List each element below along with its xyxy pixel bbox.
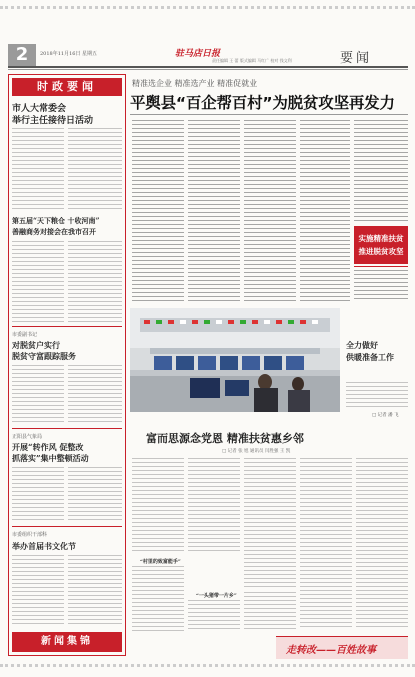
second-body-col4 [300,458,352,628]
main-headline: 平舆县“百企帮百村”为脱贫攻坚再发力 [130,94,395,112]
main-body-col1 [132,120,184,302]
news3-body-b [68,365,122,425]
news4-body-b [68,467,122,523]
bottom-decor-strip [0,664,415,670]
header-rule-thin [8,69,408,70]
red-banner-line2: 推进脱贫攻坚 [358,247,404,256]
red-banner [354,226,408,264]
header-editors: 责任编辑 王 蕾 版式编辑 马红广 校对 钱文利 [212,58,292,63]
main-body-col5 [354,120,408,222]
main-body-col2 [188,120,240,302]
news4-body-a [12,467,64,523]
main-kicker: 精准选企业 精准选产业 精准促就业 [132,79,258,88]
main-headline-rule [130,114,408,115]
footer-banner [276,636,408,659]
top-decor-strip [0,6,415,12]
second-headline: 富而思源念党恩 精准扶贫惠乡邻 [146,432,304,445]
photo-caption-line1: 全力做好 [346,340,378,350]
main-body-col5b [354,270,408,302]
left-divider-2 [12,428,122,429]
news4-headline1: 开展“转作风 促整改 [12,442,84,452]
second-body-col1b [132,566,184,632]
news1-body-a [12,128,64,210]
left-section-title [12,78,122,96]
footer-banner-text: 走转改——百姓故事 [286,645,376,656]
header-paper-name: 驻马店日报 [175,49,221,59]
news4-kicker: 正阳县气象局 [12,434,43,440]
news2-headline1: 第五届“天下粮仓 十收河南” [12,216,100,225]
main-body-col4 [300,120,350,302]
header-rule [8,66,408,68]
photo-caption-line2: 供暖准备工作 [346,352,394,362]
news1-headline2: 举行主任接待日活动 [12,116,94,126]
second-body-col3b [244,592,296,632]
news2-body-a [12,241,64,323]
control-room-illustration [130,308,340,412]
red-banner-underline [354,266,408,267]
page-number-box [8,44,36,66]
news4-headline2: 抓落实”集中整顿活动 [12,453,89,463]
left-divider-3 [12,526,122,527]
second-byline: □ 记者 张 旭 通讯员 闫胜强 王 凯 [222,449,291,454]
news2-headline2: 善融商务对接会在我市召开 [12,227,96,236]
news5-kicker: 市委组织干部科 [12,532,48,538]
control-room-photo [130,308,340,412]
left-footer-title-text: 新闻集锦 [41,636,93,647]
second-body-col2b [188,600,240,632]
second-body-col5 [356,458,408,628]
news3-headline2: 脱贫守富跟踪服务 [12,351,76,361]
news3-kicker: 市委副书记 [12,332,38,338]
photo-credit: □ 记者 潘 飞 [372,413,399,418]
header-date: 2018年11月16日 星期五 [40,51,98,57]
photo-caption-body [346,382,408,410]
second-body-col2 [188,458,240,554]
second-subhead1: “村里的致富能手” [140,559,181,565]
main-body-col3 [244,120,296,302]
left-footer-title [12,632,122,652]
news3-body-a [12,365,64,425]
second-subhead2: “一头猪带一片乡” [196,593,237,599]
left-section-title-text: 时政要闻 [37,80,97,93]
news1-body-b [68,128,122,210]
news1-headline1: 市人大常委会 [12,104,67,114]
news3-headline1: 对脱贫户实行 [12,340,60,350]
left-divider-1 [12,326,122,327]
header-section: 要闻 [340,51,373,66]
news5-headline1: 举办首届书文化节 [12,541,76,551]
news5-body-b [68,555,122,625]
news2-body-b [68,241,122,323]
second-body-col1 [132,458,184,554]
second-body-col3 [244,458,296,588]
news5-body-a [12,555,64,625]
red-banner-line1: 实施精准扶贫 [358,234,404,243]
page-number: 2 [15,44,29,65]
